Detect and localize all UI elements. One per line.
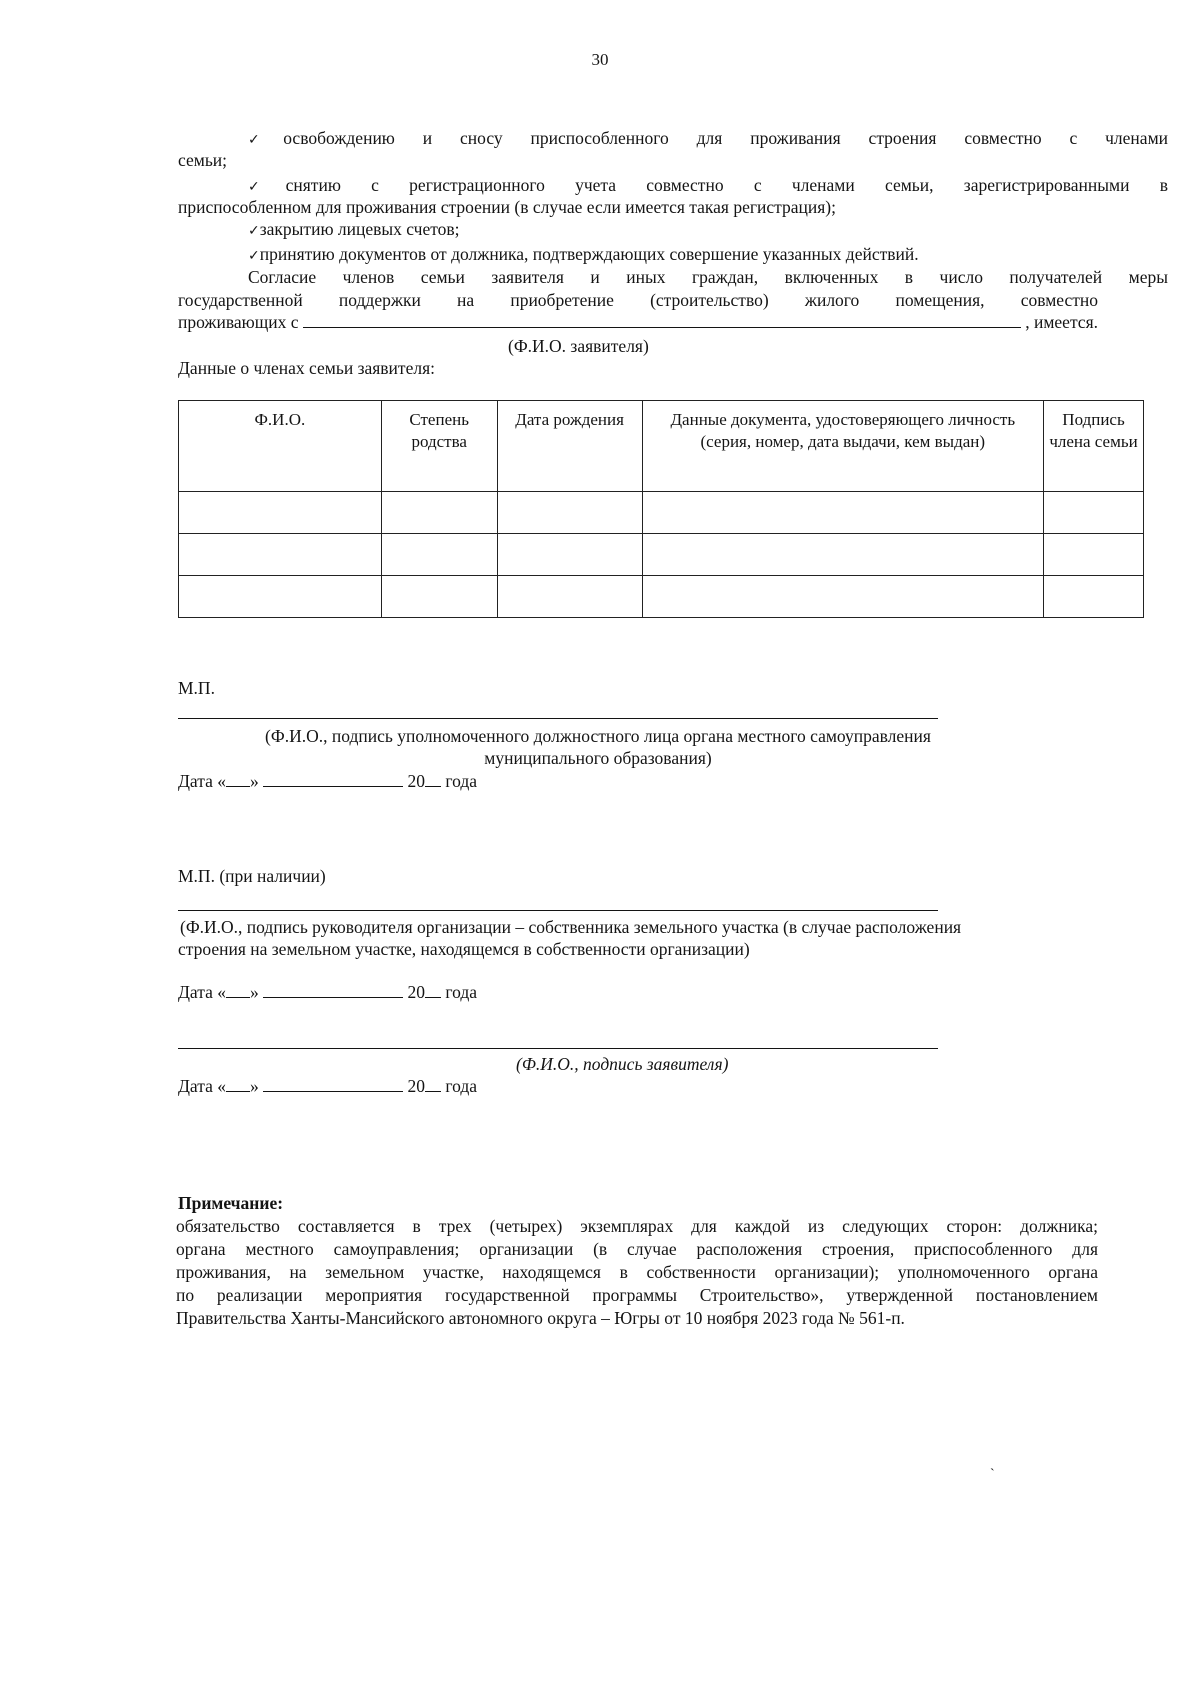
table-row [179, 492, 1144, 534]
table-cell[interactable] [381, 576, 497, 618]
list-item-continuation: приспособленном для проживания строении (в случае если имеется такая регистрация); [178, 197, 836, 217]
list-item [248, 244, 919, 265]
note-line: обязательство составляется в трех (четырех) экземплярах для каждой из следующих сторон: должника; [176, 1216, 1098, 1236]
table-row [179, 576, 1144, 618]
table-cell[interactable] [381, 492, 497, 534]
applicant-name-caption: (Ф.И.О. заявителя) [508, 336, 649, 356]
day-field[interactable] [226, 983, 250, 998]
org-caption-line-1: (Ф.И.О., подпись руководителя организации – собственника земельного участка (в случае расположения [180, 917, 962, 937]
table-cell[interactable] [179, 534, 382, 576]
check-icon: ✓ [248, 132, 284, 148]
check-icon: ✓ [248, 248, 260, 264]
org-stamp-label: М.П. (при наличии) [178, 866, 326, 886]
list-item-text: закрытию лицевых счетов; [259, 219, 460, 239]
org-caption-line-2: строения на земельном участке, находящемся в собственности организации) [178, 939, 750, 959]
official-caption-line-2: муниципального образования) [484, 748, 712, 768]
column-header-id-document: Данные документа, удостоверяющего личность (серия, номер, дата выдачи, кем выдан) [642, 401, 1044, 492]
year-field[interactable] [425, 1077, 441, 1092]
applicant-caption: (Ф.И.О., подпись заявителя) [516, 1054, 729, 1074]
table-cell[interactable] [1044, 534, 1144, 576]
consent-prefix: проживающих с [178, 312, 299, 332]
table-cell[interactable] [381, 534, 497, 576]
table-cell[interactable] [1044, 576, 1144, 618]
table-cell[interactable] [179, 576, 382, 618]
note-title: Примечание: [178, 1193, 284, 1213]
table-row [179, 534, 1144, 576]
list-item-text: снятию с регистрационного учета совместно с членами семьи, зарегистрированными в [285, 175, 1169, 195]
list-item-text: освобождению и сносу приспособленного для проживания строения совместно с членами [283, 128, 1169, 148]
consent-line-2: государственной поддержки на приобретение (строительство) жилого помещения, совместно [178, 290, 1098, 310]
consent-line-1: Согласие членов семьи заявителя и иных граждан, включенных в число получателей меры [248, 267, 1168, 287]
note-line: по реализации мероприятия государственной программы Строительство», утвержденной постановлением [176, 1285, 1098, 1305]
stray-mark: ` [990, 1467, 995, 1482]
org-date-line: Дата « » 20 года [178, 982, 478, 1002]
year-field[interactable] [425, 772, 441, 787]
check-icon: ✓ [248, 223, 260, 239]
check-icon: ✓ [248, 179, 286, 195]
table-header-row [179, 401, 1144, 492]
note-line: проживания, на земельном участке, находящемся в собственности организации); уполномоченного органа [176, 1262, 1098, 1282]
day-field[interactable] [226, 772, 250, 787]
page-number: 30 [591, 50, 609, 69]
table-cell[interactable] [179, 492, 382, 534]
applicant-signature-line[interactable] [178, 1048, 938, 1049]
family-heading: Данные о членах семьи заявителя: [178, 358, 435, 378]
official-signature-line[interactable] [178, 718, 938, 719]
month-field[interactable] [263, 1077, 403, 1092]
note-last-line: Правительства Ханты-Мансийского автономного округа – Югры от 10 ноября 2023 года № 561-п. [176, 1308, 905, 1328]
applicant-name-field[interactable] [303, 313, 1022, 328]
table-cell[interactable] [1044, 492, 1144, 534]
column-header-birthdate: Дата рождения [497, 401, 642, 492]
column-header-relation: Степень родства [381, 401, 497, 492]
consent-line-3 [178, 312, 1098, 333]
column-header-signature: Подпись члена семьи [1044, 401, 1144, 492]
day-field[interactable] [226, 1077, 250, 1092]
applicant-date-line: Дата « » 20 года [178, 1076, 478, 1096]
table-cell[interactable] [642, 534, 1044, 576]
official-date-line: Дата « » 20 года [178, 771, 478, 791]
column-header-fio: Ф.И.О. [179, 401, 382, 492]
list-item-continuation: семьи; [178, 150, 228, 170]
list-item [248, 219, 460, 240]
table-cell[interactable] [497, 576, 642, 618]
table-cell[interactable] [642, 492, 1044, 534]
official-caption-line-1: (Ф.И.О., подпись уполномоченного должностного лица органа местного самоуправления [265, 726, 931, 746]
org-signature-line[interactable] [178, 910, 938, 911]
family-members-table [178, 400, 1144, 618]
list-item [178, 128, 1168, 149]
official-stamp-label: М.П. [178, 678, 215, 698]
table-cell[interactable] [642, 576, 1044, 618]
month-field[interactable] [263, 983, 403, 998]
month-field[interactable] [263, 772, 403, 787]
consent-suffix: , имеется. [1025, 312, 1098, 332]
list-item-text: принятию документов от должника, подтверждающих совершение указанных действий. [259, 244, 919, 264]
note-line: органа местного самоуправления; организации (в случае расположения строения, приспособленного для [176, 1239, 1098, 1259]
list-item [178, 175, 1168, 196]
table-cell[interactable] [497, 534, 642, 576]
table-cell[interactable] [497, 492, 642, 534]
year-field[interactable] [425, 983, 441, 998]
